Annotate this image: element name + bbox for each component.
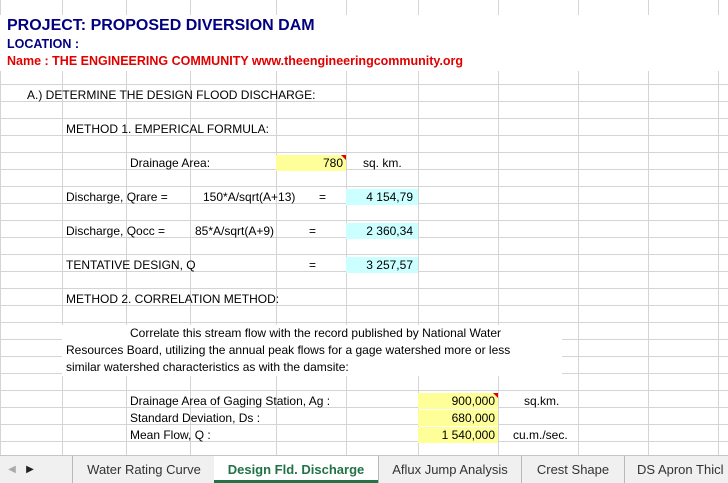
tentative-design-value[interactable]: 3 257,57 (346, 257, 418, 273)
location-label: LOCATION : (7, 37, 79, 51)
tentative-equals: = (309, 258, 317, 272)
comment-indicator (493, 393, 498, 398)
gaging-area-label: Drainage Area of Gaging Station, Ag : (130, 394, 331, 408)
qocc-equals: = (309, 224, 317, 238)
qrare-label: Discharge, Qrare = (66, 190, 168, 204)
tab-water-rating-curve[interactable]: Water Rating Curve (72, 456, 215, 483)
name-line: Name : THE ENGINEERING COMMUNITY www.theengineeringcommunity.org (7, 54, 464, 68)
paragraph-line: similar watershed characteristics as with the damsite: (66, 360, 349, 374)
tab-design-fld-discharge[interactable]: Design Fld. Discharge (214, 456, 378, 483)
tab-aflux-jump-analysis[interactable]: Aflux Jump Analysis (378, 456, 521, 483)
qrare-formula: 150*A/sqrt(A+13) (203, 190, 296, 204)
std-deviation-value[interactable]: 680,000 (418, 410, 498, 426)
paragraph-line: Correlate this stream flow with the record published by National Water (130, 326, 502, 340)
qocc-value[interactable]: 2 360,34 (346, 223, 418, 239)
project-title: PROJECT: PROPOSED DIVERSION DAM (7, 17, 315, 34)
scroll-tabs-left-icon[interactable]: ◀ (8, 464, 16, 475)
method2-heading: METHOD 2. CORRELATION METHOD: (66, 292, 280, 306)
tentative-design-label: TENTATIVE DESIGN, Q (66, 258, 196, 272)
tab-crest-shape[interactable]: Crest Shape (521, 456, 624, 483)
qocc-label: Discharge, Qocc = (66, 224, 166, 238)
paragraph-line: Resources Board, utilizing the annual peak flows for a gage watershed more or less (66, 343, 511, 357)
std-deviation-label: Standard Deviation, Ds : (130, 411, 261, 425)
mean-flow-unit: cu.m./sec. (513, 428, 568, 442)
comment-indicator (341, 155, 346, 160)
method1-heading: METHOD 1. EMPERICAL FORMULA: (66, 122, 269, 136)
gaging-area-unit: sq.km. (524, 394, 560, 408)
mean-flow-label: Mean Flow, Q : (130, 428, 211, 442)
drainage-area-label: Drainage Area: (130, 156, 211, 170)
qrare-value[interactable]: 4 154,79 (346, 189, 418, 205)
mean-flow-value[interactable]: 1 540,000 (418, 427, 498, 443)
qocc-formula: 85*A/sqrt(A+9) (195, 224, 275, 238)
gaging-area-value[interactable]: 900,000 (418, 393, 498, 409)
sheet-tab-bar (0, 455, 728, 483)
drainage-area-unit: sq. km. (363, 156, 402, 170)
qrare-equals: = (319, 190, 327, 204)
tab-ds-apron-thickness[interactable]: DS Apron Thicl (624, 456, 728, 483)
drainage-area-value[interactable]: 780 (276, 155, 346, 171)
section-a-heading: A.) DETERMINE THE DESIGN FLOOD DISCHARGE: (27, 88, 316, 102)
scroll-tabs-right-icon[interactable]: ▶ (26, 464, 34, 475)
